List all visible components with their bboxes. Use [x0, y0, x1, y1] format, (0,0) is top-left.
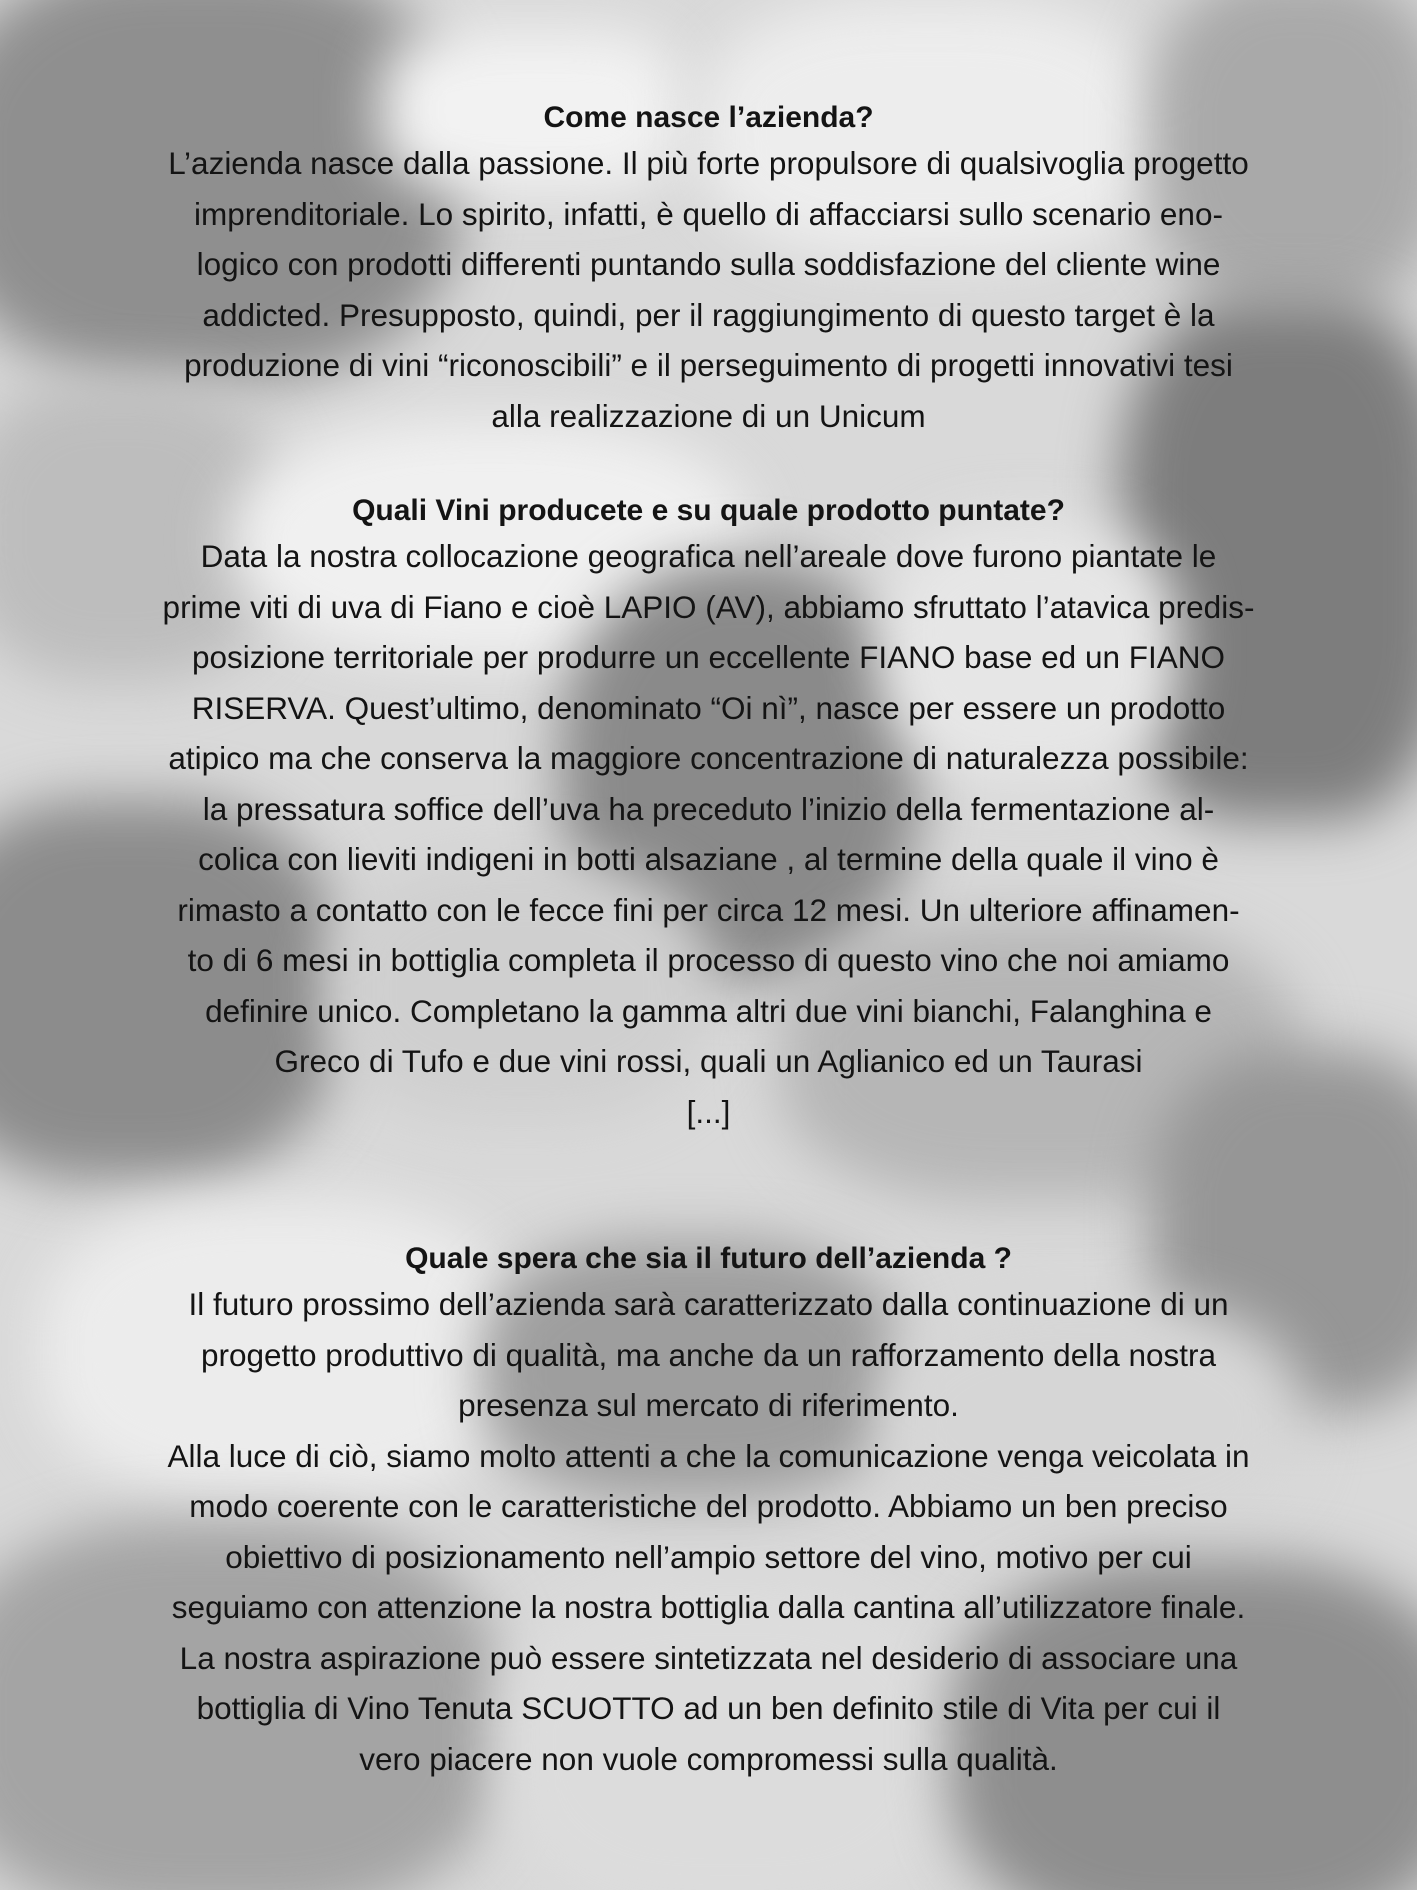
text-line: progetto produttivo di qualità, ma anche da un rafforzamento della nostra: [200, 1336, 1217, 1373]
text-line: definire unico. Completano la gamma altri due vini bianchi, Falanghina e: [205, 992, 1212, 1029]
text-line: Data la nostra collocazione geografica nell’areale dove furono piantate le: [200, 538, 1217, 574]
text-line: seguiamo con attenzione la nostra bottiglia dalla cantina all’utilizzatore finale.: [171, 1589, 1246, 1625]
text-line: rimasto a contatto con le fecce fini per circa 12 mesi. Un ulteriore affinamen-: [177, 891, 1240, 928]
text-line: to di 6 mesi in bottiglia completa il processo di questo vino che noi amiamo: [187, 942, 1230, 978]
text-line: obiettivo di posizionamento nell’ampio settore del vino, motivo per cui: [225, 1538, 1192, 1575]
text-line: addicted. Presupposto, quindi, per il raggiungimento di questo target è la: [202, 296, 1215, 333]
text-line: vero piacere non vuole compromessi sulla qualità.: [359, 1740, 1058, 1777]
section-heading: Quali Vini producete e su quale prodotto puntate?: [352, 494, 1065, 527]
text-line: Alla luce di ciò, siamo molto attenti a che la comunicazione venga veicolata in: [167, 1437, 1250, 1474]
text-line: la pressatura soffice dell’uva ha preceduto l’inizio della fermentazione al-: [202, 790, 1215, 827]
spacer: [38, 1137, 1379, 1239]
text-line: La nostra aspirazione può essere sintetizzata nel desiderio di associare una: [179, 1639, 1238, 1676]
text-line: colica con lieviti indigeni in botti alsaziane , al termine della quale il vino è: [198, 841, 1219, 877]
section-heading: Come nasce l’azienda?: [543, 101, 874, 134]
text-line: alla realizzazione di un Unicum: [491, 397, 926, 434]
section-heading: Quale spera che sia il futuro dell’azienda ?: [405, 1242, 1012, 1275]
text-line: produzione di vini “riconoscibili” e il perseguimento di progetti innovativi tesi: [184, 347, 1233, 383]
text-line: posizione territoriale per produrre un eccellente FIANO base ed un FIANO: [191, 639, 1225, 675]
text-line: imprenditoriale. Lo spirito, infatti, è quello di affacciarsi sullo scenario eno-: [194, 195, 1223, 232]
text-line: bottiglia di Vino Tenuta SCUOTTO ad un ben definito stile di Vita per cui il: [196, 1690, 1221, 1726]
section-paragraph: [38, 1279, 1379, 1784]
text-line: RISERVA. Quest’ultimo, denominato “Oi nì”, nasce per essere un prodotto: [191, 689, 1226, 726]
section-paragraph: [38, 138, 1379, 441]
text-line: modo coerente con le caratteristiche del prodotto. Abbiamo un ben preciso: [189, 1488, 1228, 1524]
text-line: presenza sul mercato di riferimento.: [458, 1387, 959, 1423]
section-paragraph: [38, 531, 1379, 1137]
section-future: [38, 1239, 1379, 1784]
text-line: atipico ma che conserva la maggiore concentrazione di naturalezza possibile:: [168, 740, 1249, 776]
text-line: logico con prodotti differenti puntando sulla soddisfazione del cliente wine: [196, 246, 1221, 282]
spacer: [38, 441, 1379, 491]
section-origin: [38, 98, 1379, 441]
text-line: L’azienda nasce dalla passione. Il più forte propulsore di qualsivoglia progetto: [168, 145, 1249, 181]
section-wines: [38, 491, 1379, 1137]
text-line: Greco di Tufo e due vini rossi, quali un Aglianico ed un Taurasi: [274, 1043, 1143, 1079]
text-line: prime viti di uva di Fiano e cioè LAPIO (AV), abbiamo sfruttato l’atavica predis-: [162, 588, 1255, 625]
text-line: [...]: [686, 1093, 731, 1130]
text-line: Il futuro prossimo dell’azienda sarà caratterizzato dalla continuazione di un: [188, 1286, 1229, 1322]
